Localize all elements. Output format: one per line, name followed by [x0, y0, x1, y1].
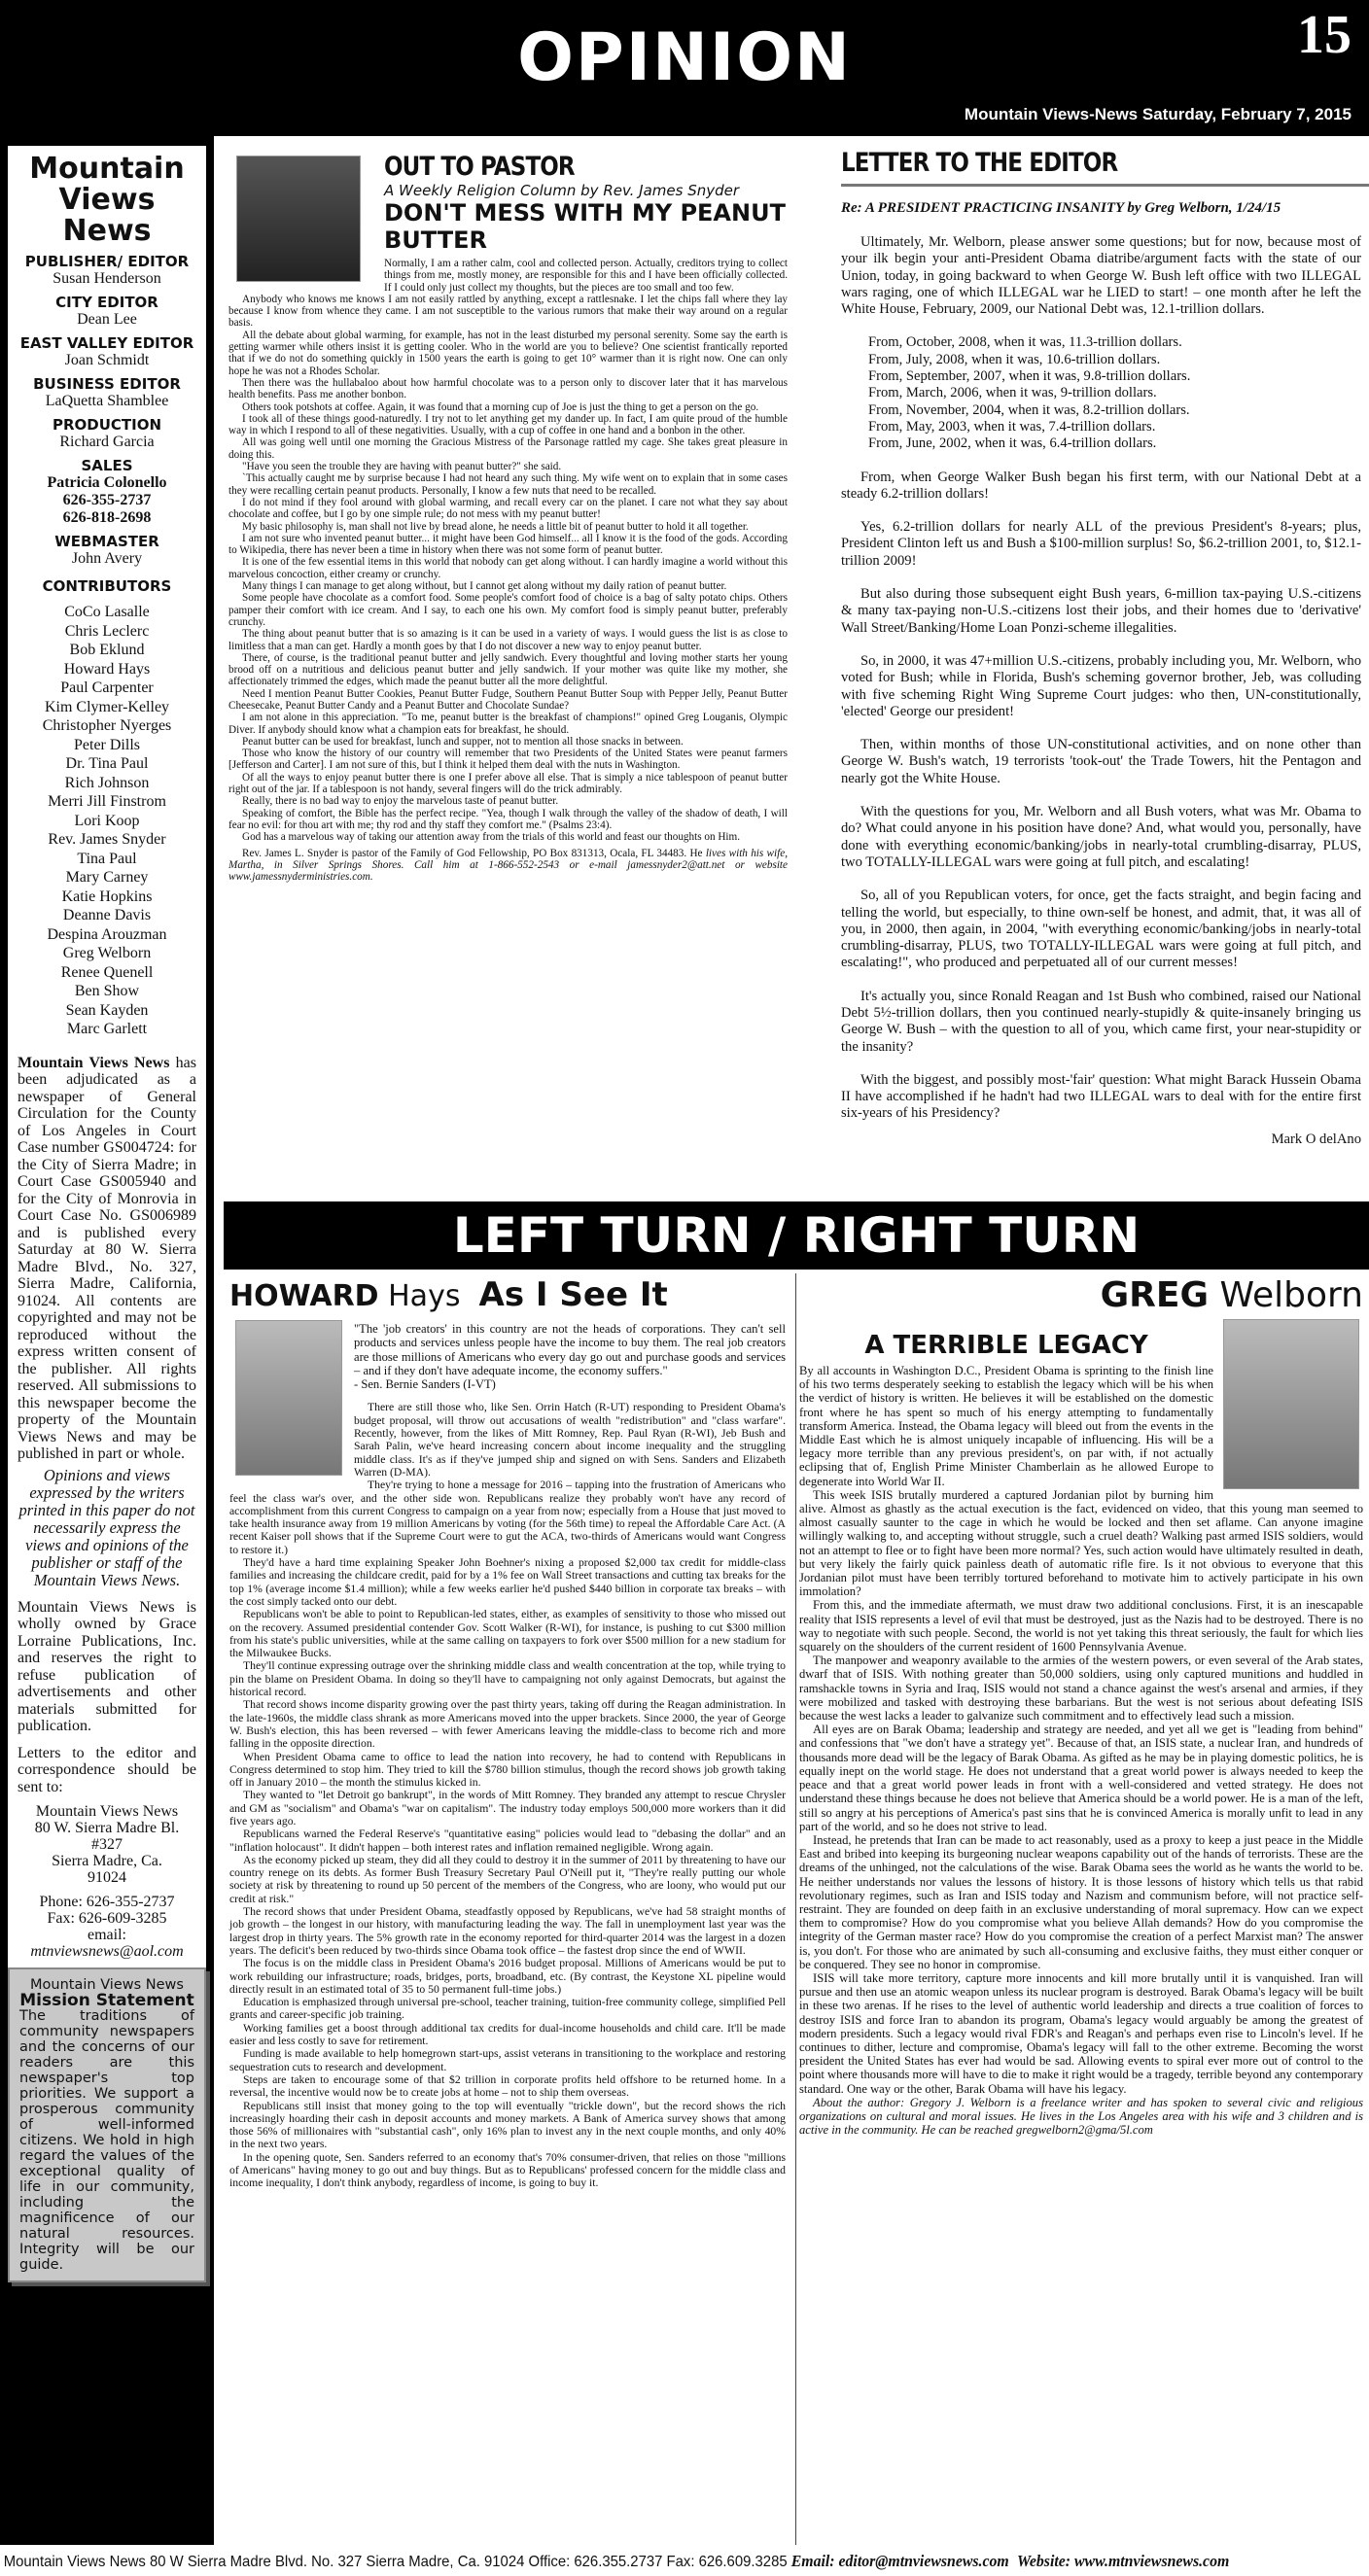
- staff-role: CITY EDITOR: [55, 294, 158, 311]
- contributor-name: Marc Garlett: [66, 1021, 148, 1037]
- paragraph: From, when George Walker Bush began his first term, with our National Debt at a steady 6.2-trillion dollars!: [841, 469, 1361, 502]
- legal-notice: Mountain Views News has been adjudicated as a newspaper of General Circulation for the County of Los Angeles in Court Case number GS004724: for the City of Sierra Madre; in Court Case GS005940 and for the City of Monrovia in Court Case No. GS006989 and is published every Saturday at 80 W. Sierra Madre Blvd., No. 327, Sierra Madre, California, 91024. All contents are copyrighted and may not be reproduced without the express written consent of the publisher. All rights reserved. All submissions to this newspaper become the property of the Mountain Views News and may be published in part or whole.: [18, 1054, 196, 1462]
- paragraph: Working families get a boost through additional tax credits for dual-income households and child care. It'll be made easier and less costly to save for retirement.: [229, 2021, 786, 2048]
- letter-to-editor: [841, 148, 1361, 1148]
- debt-line: From, March, 2006, when it was, 9-trillion dollars.: [868, 385, 1157, 401]
- paragraph: God has a marvelous way of taking our attention away from the trials of this world and feast our thoughts on Him.: [242, 831, 741, 844]
- letter-subject: Re: A PRESIDENT PRACTICING INSANITY by Greg Welborn, 1/24/15: [841, 200, 1281, 216]
- paragraph: It is one of the few essential items in this world that nobody can get along without. I can hardly imagine a world without this marvelous concoction, either creamy or crunchy.: [228, 556, 788, 580]
- address-line: Sierra Madre, Ca.: [52, 1853, 162, 1869]
- page-header: [0, 0, 1369, 136]
- paragraph: The record shows that under President Obama, steadfastly opposed by Republicans, we've had 58 straight months of job growth – the longest in our history, with manufacturing leading the way. The fall in unemployment last year was the largest drop in thirty years. The 5% growth rate in the economy reported for third-quarter 2014 was the largest in a dozen years. The deficit's been reduced by two-thirds since Obama took office – the fastest drop since the end of WWII.: [229, 1905, 786, 1957]
- staff-name: Patricia Colonello: [47, 474, 167, 491]
- staff-phone: 626-818-2698: [62, 509, 152, 526]
- paragraph: My basic philosophy is, man shall not live by bread alone, he needs a little bit of peanut butter to hold it all together.: [242, 520, 749, 533]
- column-subtitle: A Weekly Religion Column by Rev. James Snyder: [384, 182, 740, 199]
- staff-phone: 626-355-2737: [62, 492, 152, 508]
- paragraph: Education is emphasized through universal pre-school, teacher training, tuition-free community college, simplified Pell grants and career-specific job training.: [229, 1996, 786, 2022]
- paragraph: Those who know the history of our country will remember that two Presidents of the United States were peanut farmers [Jefferson and Carter]. I am not sure of this, but I think it helped them deal with the nuts in Washington.: [228, 748, 788, 772]
- paragraph: Republicans warned the Federal Reserve's "quantitative easing" policies would lead to "debasing the dollar" and an "inflation holocaust". It didn't happen – both interest rates and inflation remained negligible. Wrong again.: [229, 1828, 786, 1854]
- byline: GREG Welborn: [1100, 1275, 1363, 1315]
- paragraph: Republicans won't be able to point to Republican-led states, either, as examples of sensitivity to those who missed out on the recovery. Assumed presidential contender Gov. Scott Walker (R-WI), for instance, is pushing to cut $300 million from his state's public universities, while at the same calling on taxpayers to fork over $500 million for a new stadium for the Milwaukee Bucks.: [229, 1608, 786, 1660]
- paragraph: Then there was the hullabaloo about how harmful chocolate was to a person only to discover later that it has marvelous health benefits. Pass me another bonbon.: [228, 376, 788, 401]
- contributor-name: Deanne Davis: [62, 907, 152, 923]
- contact-line: Fax: 626-609-3285: [47, 1910, 167, 1927]
- paragraph: Really, there is no bad way to enjoy the marvelous taste of peanut butter.: [242, 795, 559, 808]
- paragraph: Others took potshots at coffee. Again, it was found that a morning cup of Joe is just the thing to get a person on the go.: [242, 400, 759, 413]
- contributor-name: Christopher Nyerges: [42, 717, 172, 734]
- contributor-name: Rev. James Snyder: [48, 831, 166, 848]
- paragraph: Anybody who knows me knows I am not easily rattled by anything, except a rattlesnake. I let the chips fall where they lay because I know from whence they came. I am not susceptible to the various rumors that make their way around on a regular basis.: [228, 293, 788, 330]
- paragraph: Funding is made available to help homegrown start-ups, assist veterans in transitioning to the workplace and restoring sequestration cuts to research and development.: [229, 2047, 786, 2073]
- paragraph: Then, within months of those UN-constitutional activities, and on none other than George W. Bush's watch, 19 terrorists 'took-out' the Trade Towers, hit the Pentagon and nearly got the White House.: [841, 737, 1361, 786]
- author-photo-welborn: [1223, 1319, 1359, 1489]
- howard-hays-column: [229, 1275, 786, 2190]
- paragraph: When President Obama came to office to lead the nation into recovery, he had to contend with Republicans in Congress determined to stop him. They tried to kill the $780 billion stimulus, though the record shows job growth taking off in January 2010 – the month the stimulus kicked in.: [229, 1750, 786, 1790]
- staff-role: EAST VALLEY EDITOR: [19, 334, 194, 352]
- paragraph: I am not sure who invented peanut butter... it might have been God himself... all I know it is the food of the gods. According to Wikipedia, there has never been a time in history when there was not some form of peanut butter.: [228, 532, 788, 557]
- contributor-name: Despina Arouzman: [47, 925, 167, 943]
- mailing-address: [18, 1803, 196, 1886]
- debt-list: [841, 334, 1361, 452]
- paragraph: "Have you seen the trouble they are having with peanut butter?" she said.: [242, 461, 562, 473]
- paragraph: I am not alone in this appreciation. "To me, peanut butter is the breakfast of champions!" opined Greg Louganis, Olympic Diver. If anybody should know what a champion eats for breakfast, he should.: [228, 712, 788, 736]
- staff-role: PRODUCTION: [52, 416, 162, 434]
- debt-line: From, November, 2004, when it was, 8.2-trillion dollars.: [868, 401, 1190, 418]
- masthead-title: Mountain Views News: [29, 152, 185, 248]
- contact-info: [18, 1894, 196, 1960]
- page-footer: Mountain Views News 80 W Sierra Madre Blvd. No. 327 Sierra Madre, Ca. 91024 Office: 626.355.2737 Fax: 626.609.3285 Email: editor@mtnviewsnews.com Website: www.mtnviewsnews.com: [3, 2552, 1230, 2570]
- paragraph: But also during those subsequent eight Bush years, 6-million tax-paying U.S.-citizens & many tax-paying non-U.S.-citizens lost their jobs, and their homes due to 'derivative' Wall Street/Banking/Home Loan Ponzi-scheme illegalities.: [841, 586, 1361, 636]
- paragraph: So, in 2000, it was 47+million U.S.-citizens, probably including you, Mr. Welborn, who voted for Bush; while in Florida, Bush's scheming governor brother, Jeb, was colluding with five scheming Right Wing Supreme Court judges: who then, UN-constitutionally, 'elected' George our president!: [841, 652, 1361, 719]
- debt-line: From, June, 2002, when it was, 6.4-trillion dollars.: [868, 435, 1157, 452]
- article-title: A TERRIBLE LEGACY: [864, 1331, 1148, 1360]
- staff-name: Richard Garcia: [59, 434, 155, 450]
- paragraph: Many things I can manage to get along without, but I cannot get along without my daily ration of peanut butter.: [242, 580, 727, 593]
- contributor-name: Katie Hopkins: [61, 888, 153, 905]
- paragraph: All the debate about global warming, for example, has not in the least disturbed my personal serenity. Some say the earth is getting warmer while others insist it is getting cooler. Who in the world are you to believe? One scientist frantically reported that if we do not do something quickly in 1500 years the earth is going to get 10° warmer than it is right now. One can only hope he was not a Rhodes Scholar.: [228, 329, 788, 377]
- paragraph: Some people have chocolate as a comfort food. Some people's comfort food of choice is a bag of salty potato chips. Others pamper their comfort with ice cream. And I say, to each one his own. My comfort food is simply peanut butter, preferably crunchy.: [228, 592, 788, 628]
- contributor-name: Chris Leclerc: [64, 622, 150, 640]
- paragraph: With the questions for you, Mr. Welborn and all Bush voters, what was Mr. Obama to do? What could anyone in his position have done? And, what would you, personally, have done with everything economic/banking/jobs in nearly-total crumbling-disarray, PLUS, two TOTALLY-ILLEGAL wars were going at full pitch, and escalating!: [841, 804, 1361, 870]
- paragraph: The manpower and weaponry available to the armies of the western powers, or even several of the Arab states, dwarf that of ISIS. With nothing greater than 50,000 soldiers, using only captured munitions and huddled in ramshackle towns in Syria and Iraq, ISIS would not stand a chance against the west's arsenal and armies, if they were mobilized and tasked with destroying these barbarians. But the west is not serious about defeating ISIS because the west lacks a leader to galvanize such commitment and to effectively lead such a mission.: [799, 1654, 1363, 1723]
- paragraph: I took all of these things good-naturedly. I try not to let anything get my dander up. In fact, I am quite proud of the humble way in which I respond to all of these negativities. Usually, with a cup of coffee in one hand and a bonbon in the other.: [228, 412, 788, 437]
- staff-name: LaQuetta Shamblee: [45, 393, 169, 409]
- debt-line: From, July, 2008, when it was, 10.6-trillion dollars.: [868, 351, 1161, 367]
- contributor-name: CoCo Lasalle: [64, 604, 150, 620]
- debt-line: From, September, 2007, when it was, 9.8-trillion dollars.: [868, 368, 1191, 385]
- sidebar-masthead: [0, 136, 214, 2545]
- author-photo-hays: [235, 1320, 342, 1476]
- paragraph: From this, and the immediate aftermath, we must draw two additional conclusions. First, it is an inescapable reality that ISIS represents a level of evil that must be destroyed, just as the Nazis had to be destroyed. There is no way to negotiate with such people. Second, the world is not yet taking this threat seriously, the fault for which lies squarely on the shoulders of the current resident of 1600 Pennsylvania Avenue.: [799, 1598, 1363, 1654]
- contributor-name: Mary Carney: [65, 869, 149, 886]
- paragraph: Instead, he pretends that Iran can be made to act reasonably, used as a proxy to keep a just peace in the Middle East and bribed into keeping its burgeoning nuclear weapons capability out of the hands of terrorists. These are the dreams of the unhinged, not the calculations of the wise. Barak Obama sees the world as he wants the world to be. He neither understands nor values the lessons of history. It is those lessons of history which tells us that rabid revolutionary regimes, such as Iran and ISIS today and Nazism and communism before, will not practice self-restraint. They are founded on deep faith in an exclusive understanding of moral supremacy. How can we expect them to compromise? How do you compromise what you believe Allah demands? How do you compromise the integrity of the German master race? How do you compromise the creation of a perfect Marxist man? The answer is, you don't. For those who are animated by such all-consuming and exclusive faiths, they must either conquer or be conquered. They see no honor in compromise.: [799, 1832, 1363, 1971]
- article-body: [229, 1401, 786, 2189]
- letters-note: Letters to the editor and correspondence should be sent to:: [18, 1744, 196, 1795]
- contributor-name: Rich Johnson: [64, 774, 150, 791]
- left-right-banner: LEFT TURN / RIGHT TURN: [224, 1201, 1369, 1270]
- article-body: [228, 258, 788, 844]
- paragraph: There, of course, is the traditional peanut butter and jelly sandwich. Every thoughtful and loving mother starts her young brood off on a nutritious and delicious peanut butter and jelly sandwich. If your mother was quite like my mother, she affectionately trimmed the edges, which made the peanut butter all the more delightful.: [228, 651, 788, 688]
- contributor-name: Peter Dills: [74, 736, 140, 753]
- paragraph: Speaking of comfort, the Bible has the perfect recipe. "Yea, though I walk through the valley of the shadow of death, I will fear no evil: for thou art with me; thy rod and thy staff they comfort me." (Psalms 23:4).: [228, 807, 788, 831]
- address-line: Mountain Views News: [35, 1803, 179, 1820]
- column-divider: [795, 1273, 796, 2545]
- footer-website[interactable]: Website: www.mtnviewsnews.com: [1017, 2552, 1230, 2570]
- staff-name: Dean Lee: [77, 311, 137, 328]
- contributor-name: Tina Paul: [77, 850, 137, 867]
- paragraph: All was going well until one morning the Gracious Mistress of the Parsonage rattled my cage. She takes great pleasure in doing this.: [228, 436, 788, 461]
- contributors-label: CONTRIBUTORS: [42, 577, 172, 595]
- staff-box: [8, 146, 206, 1967]
- contact-line: Phone: 626-355-2737: [39, 1894, 175, 1910]
- paragraph: With the biggest, and possibly most-'fair' question: What might Barack Hussein Obama II have accomplished if he hadn't had two ILLEGAL wars to deal with for the entire first six-years of his Presidency?: [841, 1071, 1361, 1122]
- byline: HOWARD Hays As I See It: [229, 1275, 668, 1314]
- address-line: #327: [91, 1836, 123, 1853]
- contributors-list: [18, 603, 196, 1039]
- author-bio: About the author: Gregory J. Welborn is a freelance writer and has spoken to several civic and religious organizations on cultural and moral issues. He lives in the Los Angeles area with his wife and 3 children and is active in the community. He can be reached gregwelborn2@gma/5l.com: [799, 2095, 1363, 2138]
- paragraph: The focus is on the middle class in President Obama's 2016 budget proposal. Millions of Americans would be put to work rebuilding our infrastructure; roads, bridges, ports, broadband, etc. (By contrast, the Keystone XL pipeline would directly result in an estimated total of 35 to 50 permanent full-time jobs.): [229, 1957, 786, 1996]
- author-bio: Rev. James L. Snyder is pastor of the Family of God Fellowship, PO Box 831313, Ocala, FL 34483. He lives with his wife, Martha, in Silver Springs Shores. Call him at 1-866-552-2543 or e-mail jamessnyder2@att.net or website www.jamessnyderministries.com.: [228, 847, 788, 884]
- staff-role: SALES: [81, 457, 133, 474]
- contributor-name: Renee Quenell: [60, 963, 154, 981]
- staff-name: Joan Schmidt: [64, 352, 150, 368]
- paragraph: ISIS will take more territory, capture more innocents and kill more brutally until it is vanquished. Iran will pursue and then use an atomic weapon unless its nuclear program is destroyed. Barak Obama's legacy will be built in these two arenas. If he rises to the level of authentic world leadership and directs a true coalition of forces to destroy ISIS and force Iran to abandon its program, Obama's legacy would arguably be among the greatest of modern presidents. Such a legacy would rival FDR's and Reagan's and perhaps even rise to Lincoln's level. If he continues to dither, lecture and compromise, Obama's legacy will fall to the other extreme. Becoming the worst president the United States has ever had would be sad. Allowing events to spiral ever more out of control to the point where thousands more will have to die to make it right would be a tragedy, terrible beyond any contemporary standard. One way or the other, Barak Obama will have his legacy.: [799, 1970, 1363, 2096]
- dateline: Mountain Views-News Saturday, February 7, 2015: [964, 105, 1351, 123]
- paragraph: They'd have a hard time explaining Speaker John Boehner's nixing a proposed $2,000 tax credit for middle-class families and increasing the childcare credit, paid for by a 1% fee on Wall Street transactions and cutting tax breaks for the top 1% (average income $1.4 million); while a few weeks earlier he'd pushed $440 billion in corporate tax breaks – with the cost simply tacked onto our debt.: [229, 1556, 786, 1608]
- debt-line: From, October, 2008, when it was, 11.3-trillion dollars.: [868, 334, 1182, 351]
- contributor-name: Lori Koop: [74, 812, 140, 829]
- contact-line[interactable]: mtnviewsnews@aol.com: [30, 1943, 184, 1960]
- contributor-name: Bob Eklund: [69, 642, 145, 658]
- disclaimer: Opinions and views expressed by the writers printed in this paper do not necessarily express the views and opinions of the publisher or staff of the Mountain Views News.: [18, 1465, 195, 1589]
- paragraph: Of all the ways to enjoy peanut butter there is one I prefer above all else. That is simply a nice tablespoon of peanut butter right out of the jar. If a tablespoon is not handy, several fingers will do the trick admirably.: [228, 771, 788, 796]
- pastor-column: [228, 148, 788, 1193]
- contributor-name: Howard Hays: [63, 660, 151, 678]
- opening-quote: "The 'job creators' in this country are not the heads of corporations. They can't sell products and services unless people have the income to buy them. The real job creators are those millions of Americans who every day go out and purchase goods and services – and if they don't have adequate income, the economy suffers." - Sen. Bernie Sanders (I-VT): [354, 1322, 786, 1392]
- paragraph: By all accounts in Washington D.C., President Obama is sprinting to the finish line of his two terms desperately seeking to establish the legacy which will be his when the verdict of history is written. He believes it will be established on the domestic front where he has spent so much of his energy attempting to fundamentally transform America. Instead, the Obama legacy will bleed out from the events in the Middle East which he is almost uniquely incapable of influencing. His will be a legacy more terrible than any previous president's, on par with, if not actually eclipsing that of, English Prime Minister Chamberlain as he allowed Europe to degenerate into World War II.: [799, 1364, 1213, 1488]
- column-kicker: OUT TO PASTOR: [384, 152, 575, 182]
- paragraph: So, all of you Republican voters, for once, get the facts straight, and begin facing and telling the world, but especially, to thine own-self be honest, and admit, that, it was all of you, in 2000, then again, in 2004, "with everything economic/banking/jobs in nearly-total crumbling-disarray, PLUS, two TOTALLY-ILLEGAL wars were going at full pitch, and escalating!", who produced and perpetuated all of our current messes!: [841, 888, 1361, 971]
- contributor-name: Merri Jill Finstrom: [48, 793, 166, 810]
- article-title: DON'T MESS WITH MY PEANUT BUTTER: [384, 199, 786, 254]
- address-line: 91024: [88, 1869, 126, 1886]
- paragraph: Yes, 6.2-trillion dollars for nearly ALL of the previous President's 8-years; plus, President Clinton left us and Bush a $100-million surplus! So, $6.2-trillion 2001, to, $12.1-trillion 2009!: [841, 519, 1361, 569]
- paragraph: That record shows income disparity growing over the past thirty years, taking off during the Reagan administration. In the late-1960s, the middle class shrank as more Americans moved into the upper brackets. Since 2000, the year of George W. Bush's election, this has been reversed – with fewer Americans leaving the middle-class to become rich and more falling in the opposite direction.: [229, 1698, 786, 1751]
- greg-welborn-column: [799, 1275, 1363, 2137]
- paragraph: As the economy picked up steam, they did all they could to destroy it in the summer of 2011 by threatening to have our country renege on its debts. As former Bush Treasury Secretary Paul O'Neill put it, "They're really putting our whole society at risk by threatening to round up 50 percent of the members of the Congress, who are loony, who would put our credit at risk.": [229, 1853, 786, 1905]
- contributor-name: Greg Welborn: [62, 945, 152, 961]
- contributor-name: Ben Show: [74, 983, 140, 999]
- ownership: Mountain Views News is wholly owned by Grace Lorraine Publications, Inc. and reserves the right to refuse publication of advertisements and other materials submitted for publication.: [18, 1598, 196, 1734]
- debt-line: From, May, 2003, when it was, 7.4-trillion dollars.: [868, 418, 1156, 435]
- paragraph: In the opening quote, Sen. Sanders referred to an economy that's 70% consumer-driven, that relies on those "millions of Americans" having money to go out and buy things. But as to Republicans' professed concern for the middle class and income inequality, I don't think anybody, regardless of income, is going to buy it.: [229, 2150, 786, 2190]
- address-line: 80 W. Sierra Madre Bl.: [34, 1820, 180, 1836]
- page-number: 15: [1297, 5, 1351, 65]
- staff-name: John Avery: [71, 550, 143, 567]
- paragraph: All eyes are on Barak Obama; leadership and strategy are needed, and yet all we get is "leading from behind" and confessions that "we don't have a strategy yet". Because of that, an ISIS state, a nuclear Iran, and hundreds of thousands more dead will be the legacy of Barak Obama. As gifted as he may be in playing domestic politics, he is equally inept on the world stage. He does not understand that a great world power is always needed to keep the peace and that a great world power leads in front with a well-considered and vetted strategy. He does not understand these things because he does not believe that America should be a world power. He is a man of the left, still so angry at his perceptions of America's past sins that he is convinced America is morally unfit to lead in any part of the world, and so he does not strive to lead.: [799, 1723, 1363, 1833]
- paragraph: It's actually you, since Ronald Reagan and 1st Bush who combined, raised our National Debt 5½-trillion dollars, then you continued nearly-stupidly & quite-insanely bringing us George W. Bush – with the question to all of you, which came first, your near-stupidity or the insanity?: [841, 988, 1361, 1055]
- letter-body: Ultimately, Mr. Welborn, please answer some questions; but for now, because most of your ilk begin your anti-President Obama diatribe/argument facts with the state of our Union, today, in going backward to when George W. Bush left office with two ILLEGAL wars raging, one of which ILLEGAL war he LIED to start! – one month after he left the White House, February, 2009, our National Debt was, 12.1-trillion dollars. From, October, 2008, when it was, 11.3-trillion dollars. From, July, 2008, when it was, 10.6-trillion dollars. From, September, 2007, when it was, 9.8-trillion dollars. From, March, 2006, when it was, 9-trillion dollars. From, November, 2004, when it was, 8.2-trillion dollars. From, May, 2003, when it was, 7.4-trillion dollars. From, June, 2002, when it was, 6.4-trillion dollars. From, when George Walker Bush began his first term, with our National Debt at a steady 6.2-trillion dollars! Yes, 6.2-trillion dollars for nearly ALL of the previous President's 8-years; plus, President Clinton left us and Bush a $100-million surplus! So, $6.2-trillion 2001, to, $12.1-trillion 2009! But also during those subsequent eight Bush years, 6-million tax-paying U.S.-citizens & many tax-paying non-U.S.-citizens lost their jobs, and their homes due to 'derivative' Wall Street/Banking/Home Loan Ponzi-scheme illegalities. So, in 2000, it was 47+million U.S.-citizens, probably including you, Mr. Welborn, who voted for Bush; while in Florida, Bush's scheming governor brother, Jeb, was colluding with five scheming Right Wing Supreme Court judges: who then, UN-constitutionally, 'elected' George our president! Then, within months of those UN-constitutional activities, and on none other than George W. Bush's watch, 19 terrorists 'took-out' the Trade Towers, hit the Pentagon and nearly got the White House. With the questions for you, Mr. Welborn and all Bush voters, what was Mr. Obama to do? What could anyone in his position have done? And, what would you, personally, have done with everything economic/banking/jobs in nearly-total crumbling-disarray, PLUS, two TOTALLY-ILLEGAL wars were going at full pitch, and escalating! So, all of you Republican voters, for once, get the facts straight, and begin facing and telling the world, but especially, to thine own-self be honest, and admit, that, it was all of you, in 2000, then again, in 2004, "with everything economic/banking/jobs in nearly-total crumbling-disarray, PLUS, two TOTALLY-ILLEGAL wars were going at full pitch, and escalating!", who produced and perpetuated all of our current messes! It's actually you, since Ronald Reagan and 1st Bush who combined, raised our National Debt 5½-trillion dollars, then you continued nearly-stupidly & quite-insanely bringing us George W. Bush – with the question to all of you, which came first, your near-stupidity or the insanity? With the biggest, and possibly most-'fair' question: What might Barack Hussein Obama II have accomplished if he hadn't had two ILLEGAL wars to deal with for the entire first six-years of his Presidency? Mark O delAno: [841, 234, 1361, 1147]
- paragraph: The thing about peanut butter that is so amazing is it can be used in a variety of ways. I would guess the list is as close to limitless that a man can get. Hardly a month goes by that I do not discover a new way to enjoy peanut butter.: [228, 628, 788, 652]
- contributor-name: Sean Kayden: [65, 1001, 149, 1019]
- contributor-name: Kim Clymer-Kelley: [44, 698, 170, 715]
- paragraph: This week ISIS brutally murdered a captured Jordanian pilot by burning him alive. Almost as ghastly as the actual execution is the fact, evidenced on video, that this young man seemed to almost casually saunter to the cage in which he would be locked and then set aflame. Can anyone imagine willingly walking to, and accepting without struggle, such a cruel death? Walking past armed ISIS soldiers, would not an attempt to flee or to fight have been more normal? Yes, such action would have ultimately resulted in death, but very likely the fairly quick painless death of automatic rifle fire. Is it not obvious to everyone that this Jordanian pilot must have been terribly tortured beforehand to motivate him to actively participate in his own immolation?: [799, 1487, 1363, 1599]
- paragraph: Steps are taken to encourage some of that $2 trillion in corporate profits held offshore to be returned home. In a reversal, the incentive would now be to create jobs at home – not to ship them overseas.: [229, 2072, 786, 2100]
- author-photo-snyder: [236, 156, 361, 282]
- paragraph: Peanut butter can be used for breakfast, lunch and supper, not to mention all those snacks in between.: [242, 735, 684, 748]
- staff-list: [18, 253, 196, 568]
- paragraph: They'll continue expressing outrage over the shrinking middle class and wealth concentration at the top, while trying to pin the blame on President Obama. In doing so they'll have to campaigning not only against Democrats, but against the historical record.: [229, 1659, 786, 1699]
- staff-role: PUBLISHER/ EDITOR: [24, 253, 190, 270]
- staff-name: Susan Henderson: [53, 270, 161, 287]
- paragraph: They're trying to hone a message for 2016 – tapping into the frustration of Americans who feel the class war's over, and the other side won. Republicans realize they probably won't have any record of accomplishment from this current Congress to campaign on a year from now; especially from a House that just moved to take health insurance away from 19 million Americans by voting (for the 56th time) to repeal the Affordable Care Act. (A recent Kaiser poll shows that if the Supreme Court were to gut the ACA, two-thirds of Americans would want Congress to restore it.): [229, 1479, 786, 1556]
- letter-signature: Mark O delAno: [1271, 1131, 1361, 1147]
- contributor-name: Dr. Tina Paul: [65, 755, 149, 772]
- section-title: OPINION: [517, 19, 852, 96]
- letter-kicker: LETTER TO THE EDITOR: [841, 148, 1369, 187]
- paragraph: There are still those who, like Sen. Orrin Hatch (R-UT) responding to President Obama's budget proposal, will throw out accusations of wealth "redistribution" and "class warfare". Recently, however, from the likes of Mitt Romney, Rep. Paul Ryan (R-WI), Jeb Bush and Sarah Palin, we've heard increasing concern about income inequality and the struggling middle class. It's as if they've jumped ship and signed on with Sens. Sanders and Elizabeth Warren (D-MA).: [354, 1401, 786, 1479]
- contact-line: email:: [88, 1927, 126, 1943]
- footer-email[interactable]: Email: editor@mtnviewsnews.com: [790, 2552, 1009, 2570]
- contributor-name: Paul Carpenter: [60, 679, 154, 696]
- mission-statement: Mountain Views News Mission Statement The traditions of community newspapers and the concerns of our readers are this newspaper's top priorities. We support a prosperous community of well-informed citizens. We hold in high regard the values of the exceptional quality of life in our community, including the magnificence of our natural resources. Integrity will be our guide.: [8, 1967, 206, 2282]
- paragraph: I do not mind if they fool around with global warming, and recall every car on the planet. I care not what they say about chocolate and coffee, but I go by one simple rule; do not mess with my peanut butter!: [228, 496, 788, 521]
- paragraph: They wanted to "let Detroit go bankrupt", in the words of Mitt Romney. They branded any attempt to rescue Chrysler and GM as "socialism" and Obama's "war on capitalism". The industry today employs 500,000 more workers than it did five years ago.: [229, 1789, 786, 1828]
- staff-role: BUSINESS EDITOR: [33, 375, 181, 393]
- paragraph: `This actually caught me by surprise because I had not heard any such thing. My wife went on to explain that in some cases they were recalling certain peanut products. Personally, I know a few nuts that need to be recalled.: [228, 472, 788, 497]
- paragraph: Republicans still insist that money going to the top will eventually "trickle down", but the record shows the rich increasingly hoarding their cash in deposit accounts and money markets. A Bank of America survey shows that among those 56% of millionaires with "substantial cash", only 16% plan to invest any in the next couple months, and only 40% in the next two years.: [229, 2099, 786, 2151]
- staff-role: WEBMASTER: [54, 533, 159, 550]
- paragraph: Need I mention Peanut Butter Cookies, Peanut Butter Fudge, Southern Peanut Butter Soup with Pepper Jelly, Peanut Butter Cheesecake, Peanut Butter Candy and a Peanut Butter and Chocolate Sundae?: [228, 687, 788, 712]
- paragraph: Normally, I am a rather calm, cool and collected person. Actually, creditors trying to collect things from me, mostly money, are responsible for this and I have been officially collected. If I could only just collect my thoughts, but the pieces are too small and too few.: [384, 258, 788, 294]
